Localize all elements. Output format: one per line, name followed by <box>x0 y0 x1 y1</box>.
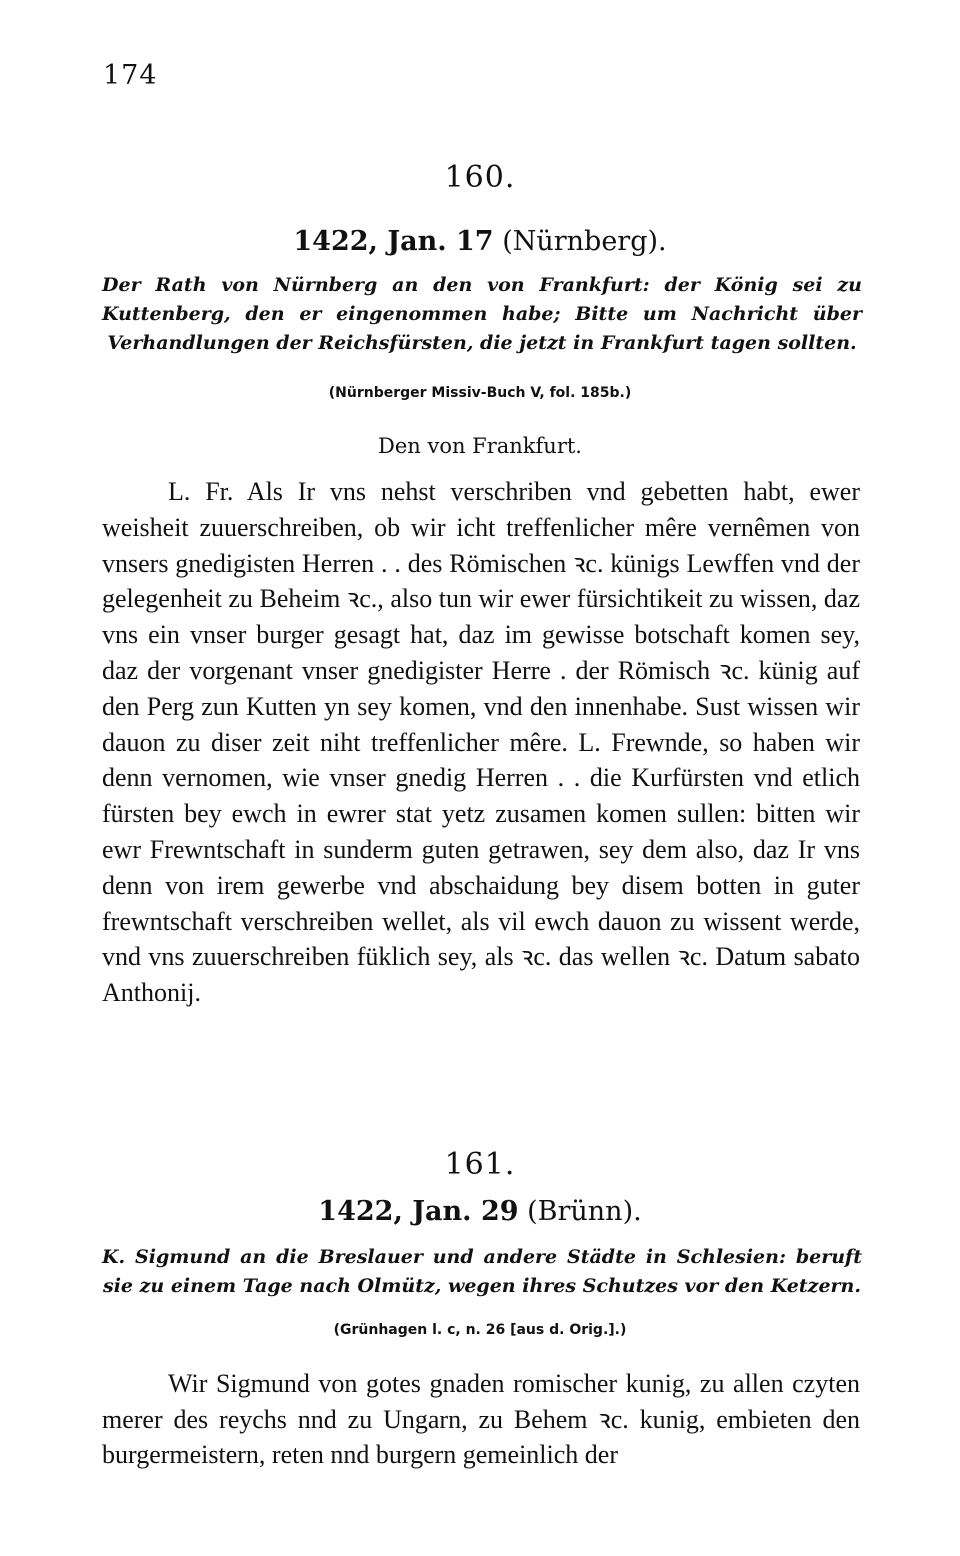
document-source: (Nürnberger Missiv-Buch V, fol. 185b.) <box>328 385 632 401</box>
document-address: Den von Frankfurt. <box>377 434 582 458</box>
document-place: (Brünn). <box>527 1196 642 1227</box>
document-heading <box>0 226 960 257</box>
document-summary: K. Sigmund an die Breslauer und andere Städte in Schlesien: beruft sie zu einem Tage nach Olmütz, wegen ihres Schutzes vor den Ketzern. <box>102 1246 862 1297</box>
document-date: 1422, Jan. 17 <box>293 226 494 257</box>
document-text: L. Fr. Als Ir vns nehst verschriben vnd gebetten habt, ewer weisheit zuuerschreiben, ob wir icht treffenlicher mêre vernêmen von vnsers gnedigisten Herren . . des Römischen ꝛc. künigs Lewffen vnd der gelegenheit zu Beheim ꝛc., also tun wir ewer fürsichtikeit zu wissen, daz vns ein vnser burger gesagt hat, daz im gewisse botschaft komen sey, daz der vorgenant vnser gnedigister Herre . der Römisch ꝛc. künig auf den Perg zun Kutten yn sey komen, vnd den innenhabe. Sust wissen wir dauon zu diser zeit niht treffenlicher mêre. L. Frewnde, so haben wir denn vernomen, wie vnser gnedig Herren . . die Kurfürsten vnd etlich fürsten bey ewch in ewrer stat yetz zusamen komen sullen: bitten wir ewr Frewntschaft in sunderm guten getrawen, sey dem also, daz Ir vns denn von irem gewerbe vnd abschaidung bey disem botten in guter frewntschaft verschreiben wellet, als vil ewch dauon zu wissent werde, vnd vns zuuerschreiben füklich sey, als ꝛc. das wellen ꝛc. Datum sabato Anthonij. <box>102 477 860 1008</box>
document-summary: Der Rath von Nürnberg an den von Frankfurt: der König sei zu Kuttenberg, den er eingenommen habe; Bitte um Nachricht über Verhandlungen der Reichsfürsten, die jetzt in Frankfurt tagen sollten. <box>102 274 862 354</box>
document-place: (Nürnberg). <box>502 226 667 257</box>
document-number: 160. <box>444 160 516 195</box>
document-number: 161. <box>444 1147 516 1182</box>
document-heading <box>0 1196 960 1227</box>
page-number: 174 <box>103 60 158 91</box>
document-text: Wir Sigmund von gotes gnaden romischer kunig, zu allen czyten merer des reychs nnd zu Ungarn, zu Behem ꝛc. kunig, embieten den burgermeistern, reten nnd burgern gemeinlich der <box>102 1369 860 1469</box>
document-source: (Grünhagen l. c, n. 26 [aus d. Orig.].) <box>333 1322 627 1338</box>
document-date: 1422, Jan. 29 <box>318 1196 519 1227</box>
